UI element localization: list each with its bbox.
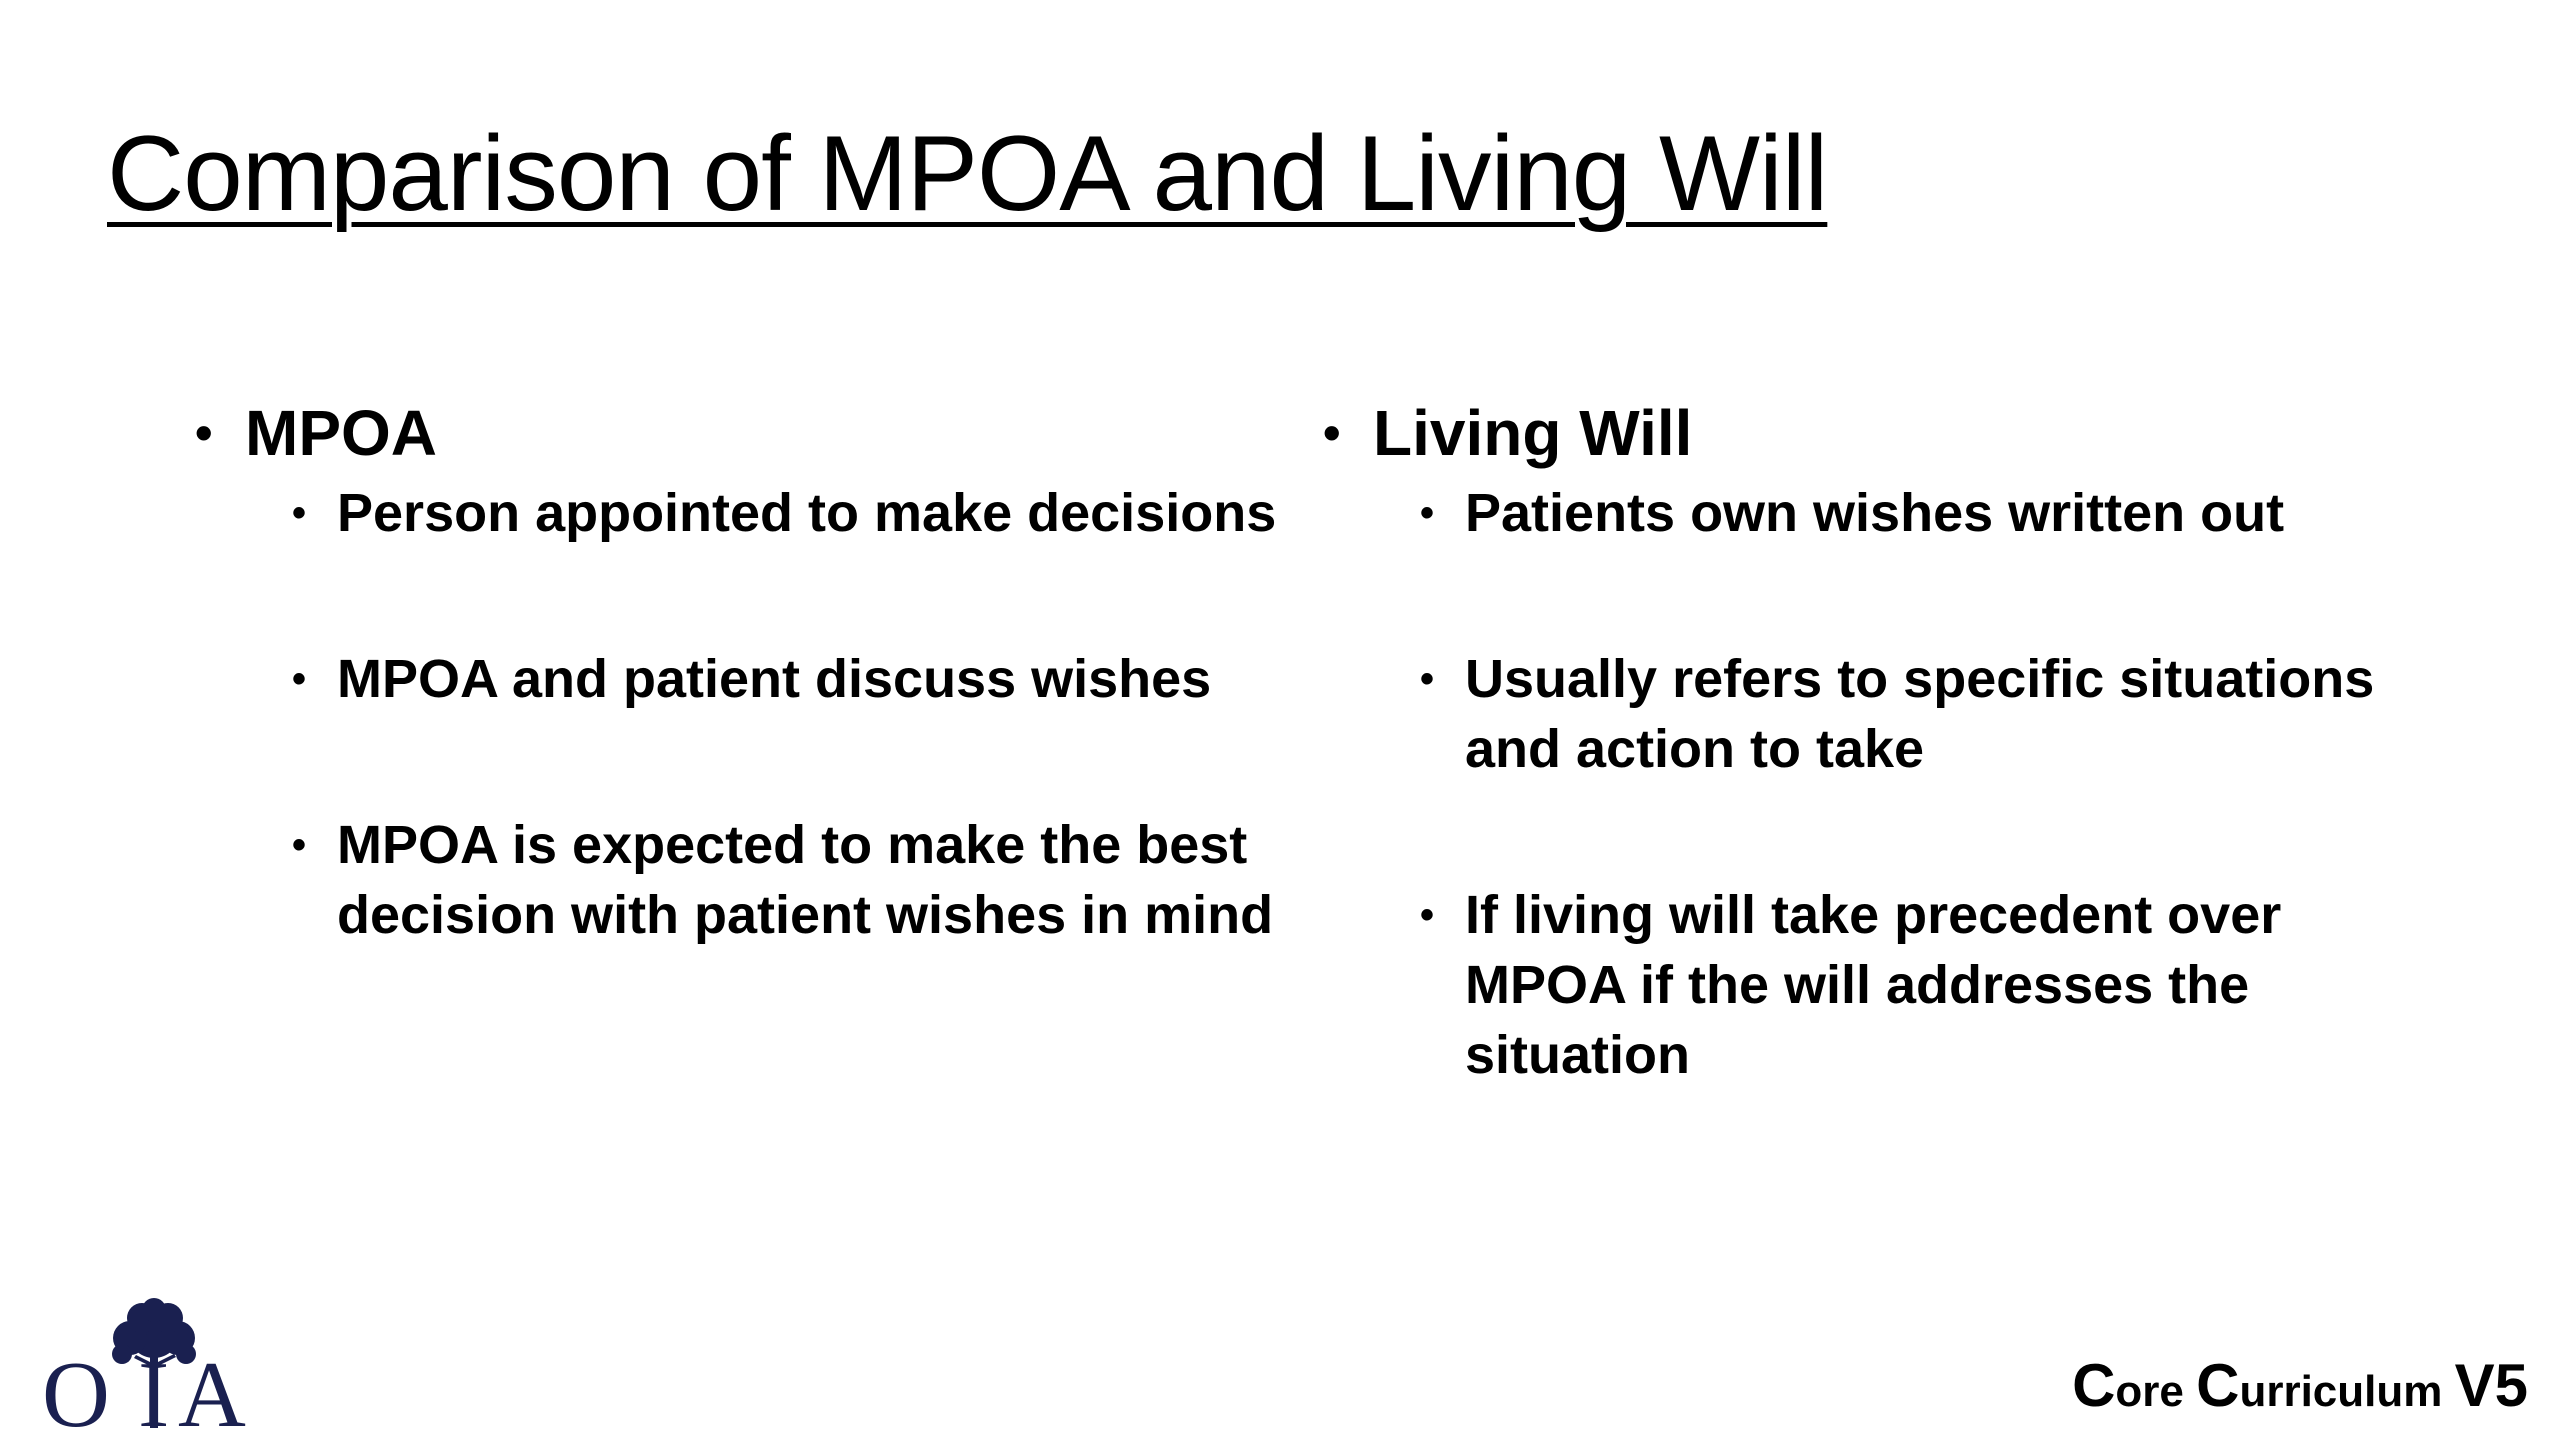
core-curriculum-label: Core Curriculum V5 [2072, 1352, 2528, 1419]
bullet-dot-icon: • [292, 823, 307, 867]
bullet-dot-icon: • [292, 491, 307, 535]
list-item [1420, 644, 2423, 784]
living-will-column [1323, 388, 2423, 1186]
svg-text:A: A [178, 1343, 246, 1438]
list-item-text: MPOA is expected to make the best decision with patient wishes in mind [337, 815, 1274, 945]
bullet-dot-icon: • [1420, 893, 1435, 937]
mpoa-column [195, 388, 1295, 1046]
list-item-text: If living will take precedent over MPOA if the will addresses the situation [1465, 885, 2282, 1085]
list-item-text: Patients own wishes written out [1465, 483, 2285, 543]
column-heading: MPOA [245, 397, 437, 469]
bullet-heading-mpoa [195, 388, 1295, 478]
svg-text:I: I [138, 1343, 170, 1438]
bullet-dot-icon: • [195, 405, 213, 461]
bullet-dot-icon: • [292, 657, 307, 701]
svg-text:O: O [42, 1343, 110, 1438]
living-will-points [1420, 478, 2423, 1090]
list-item [1420, 478, 2423, 548]
list-item [1420, 880, 2423, 1090]
column-heading: Living Will [1373, 397, 1693, 469]
bullet-heading-living-will [1323, 388, 2423, 478]
bullet-dot-icon: • [1420, 657, 1435, 701]
slide-title: Comparison of MPOA and Living Will [107, 113, 1828, 233]
ota-logo [42, 1298, 257, 1438]
list-item-text: Usually refers to specific situations and action to take [1465, 649, 2375, 779]
list-item-text: MPOA and patient discuss wishes [337, 649, 1212, 709]
tree-icon [42, 1298, 257, 1438]
list-item [292, 478, 1295, 548]
bullet-dot-icon: • [1420, 491, 1435, 535]
list-item-text: Person appointed to make decisions [337, 483, 1277, 543]
mpoa-points [292, 478, 1295, 950]
list-item [292, 644, 1295, 714]
list-item [292, 810, 1295, 950]
bullet-dot-icon: • [1323, 405, 1341, 461]
